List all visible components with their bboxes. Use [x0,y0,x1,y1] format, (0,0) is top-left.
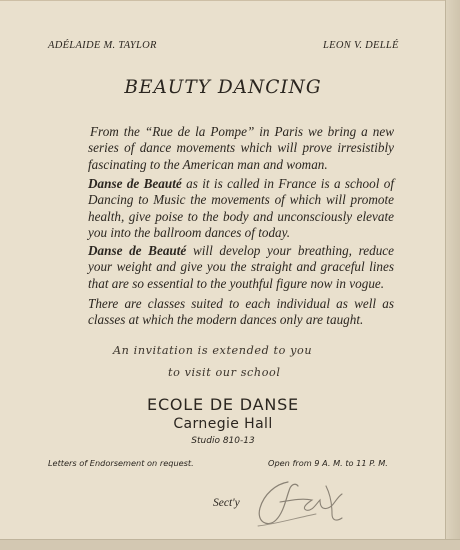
danse-de-beaute-label: Danse de Beauté [88,243,187,258]
page-title: BEAUTY DANCING [124,77,322,98]
header-right-name: LEON V. DELLÉ [323,40,399,51]
paragraph-danse-benefits [88,243,394,292]
invitation-line-1: An invitation is extended to you [113,344,313,357]
danse-de-beaute-label: Danse de Beauté [88,176,182,191]
header-left-name: ADÉLAIDE M. TAYLOR [48,40,157,51]
paragraph-danse-benefits-text: will develop your breathing, reduce your weight and give you the straight and graceful lines that are so essential to the youthful figure now in vogue. [88,243,394,291]
footer-hours: Open from 9 A. M. to 11 P. M. [268,458,388,468]
school-studio: Studio 810-13 [191,436,255,446]
school-location: Carnegie Hall [173,416,273,432]
invitation-line-2: to visit our school [168,366,281,379]
school-name: ECOLE DE DANSE [147,395,299,414]
paper-edge-right [445,0,460,550]
paragraph-intro: From the “Rue de la Pompe” in Paris we bring a new series of dance movements which will prove irresistibly fascinating to the American man and woman. [88,124,394,172]
handwritten-signature [246,474,356,534]
paragraph-danse-school-text: as it is called in France is a school of Dancing to Music the movements of which will promote health, give poise to the body and unconsciously elevate you into the ballroom dances of today. [88,176,394,241]
paper-edge-bottom [0,539,460,550]
paragraph-danse-school [88,176,394,242]
paragraph-classes: There are classes suited to each individual as well as classes at which the modern dances only are taught. [88,296,394,328]
footer-endorsement-note: Letters of Endorsement on request. [48,458,194,468]
secretary-label: Sect'y [213,497,240,509]
paper-fold-line [0,0,446,1]
